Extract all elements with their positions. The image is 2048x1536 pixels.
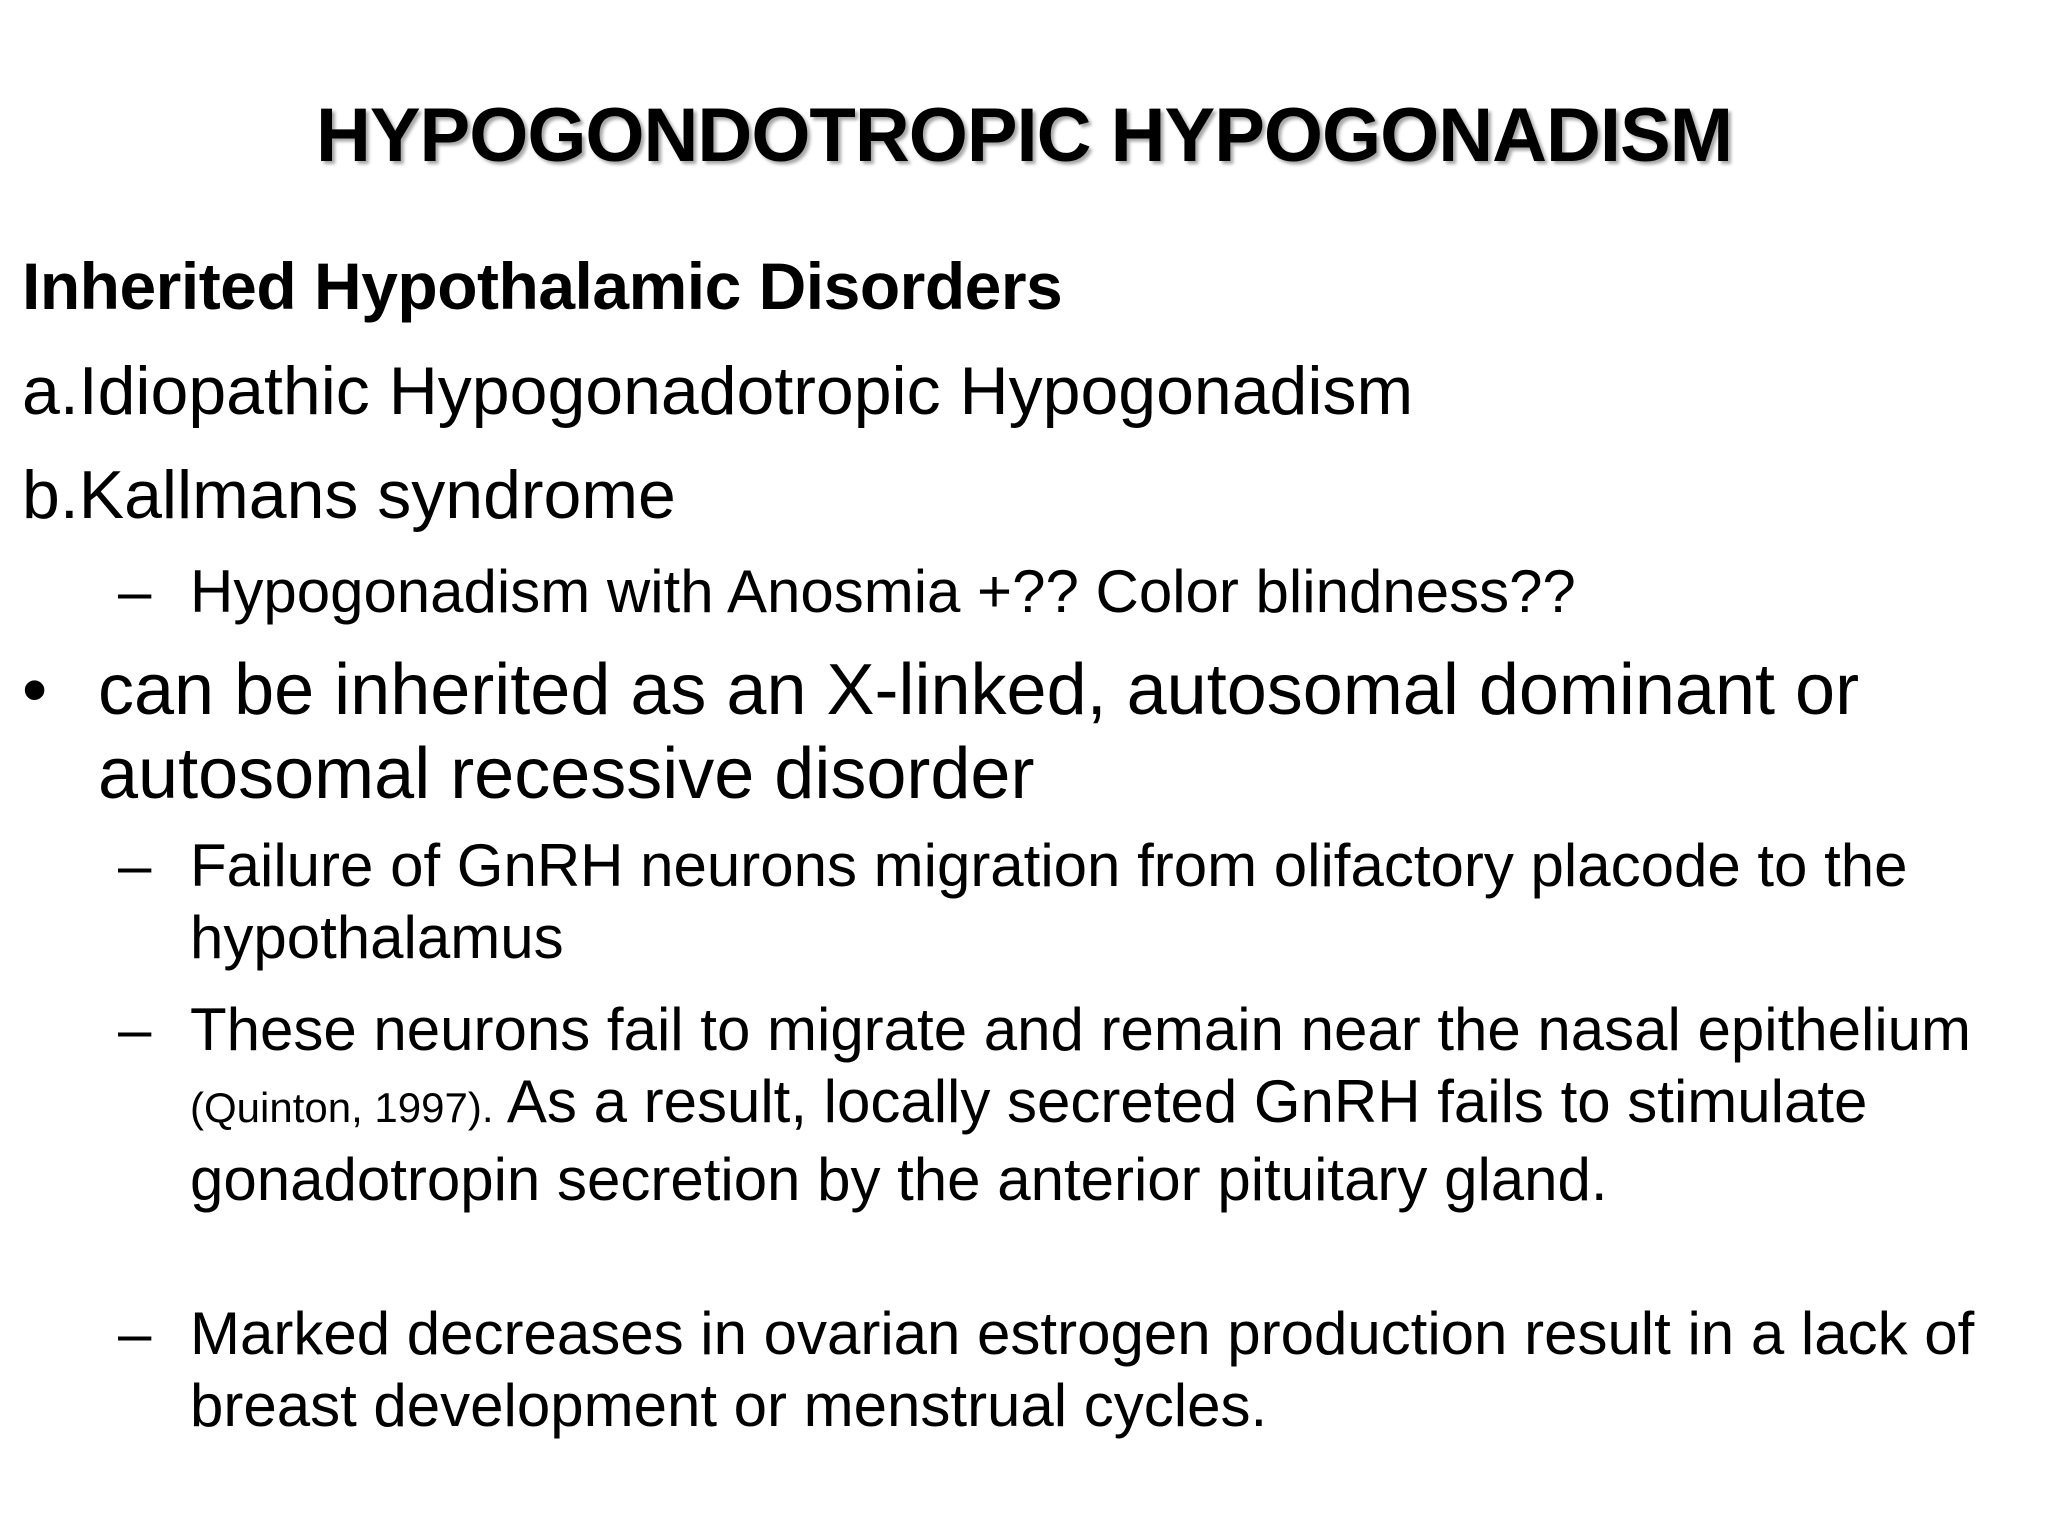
dash-bullet: – <box>118 832 152 899</box>
bullet-item-inheritance-text: can be inherited as an X-linked, autosomal dominant or autosomal recessive disorder <box>98 650 1860 814</box>
dash-bullet: – <box>118 996 152 1063</box>
sub-item-failure-text: Failure of GnRH neurons migration from olifactory placode to the hypothalamus <box>190 832 1908 971</box>
sub-item-estrogen-text: Marked decreases in ovarian estrogen production result in a lack of breast development or menstrual cycles. <box>190 1300 1975 1439</box>
slide-title: HYPOGONDOTROPIC HYPOGONADISM <box>315 93 1733 178</box>
sub-item-kallmans-text: Hypogonadism with Anosmia +?? Color blindness?? <box>190 558 1576 625</box>
sub-item-neurons-part2: As a result, locally secreted GnRH fails to stimulate gonadotropin secretion by the anterior pituitary gland. <box>190 1068 1868 1213</box>
sub-item-neurons-text <box>190 994 2048 1216</box>
list-item-a: a.Idiopathic Hypogonadotropic Hypogonadism <box>22 353 1414 429</box>
citation: (Quinton, 1997). <box>190 1084 494 1131</box>
bullet-dot: • <box>22 650 48 730</box>
dash-bullet: – <box>118 558 152 625</box>
sub-item-neurons-part1: These neurons fail to migrate and remain near the nasal epithelium <box>190 996 1972 1063</box>
section-heading: Inherited Hypothalamic Disorders <box>22 249 1063 323</box>
list-item-b: b.Kallmans syndrome <box>22 457 676 533</box>
dash-bullet: – <box>118 1300 152 1367</box>
